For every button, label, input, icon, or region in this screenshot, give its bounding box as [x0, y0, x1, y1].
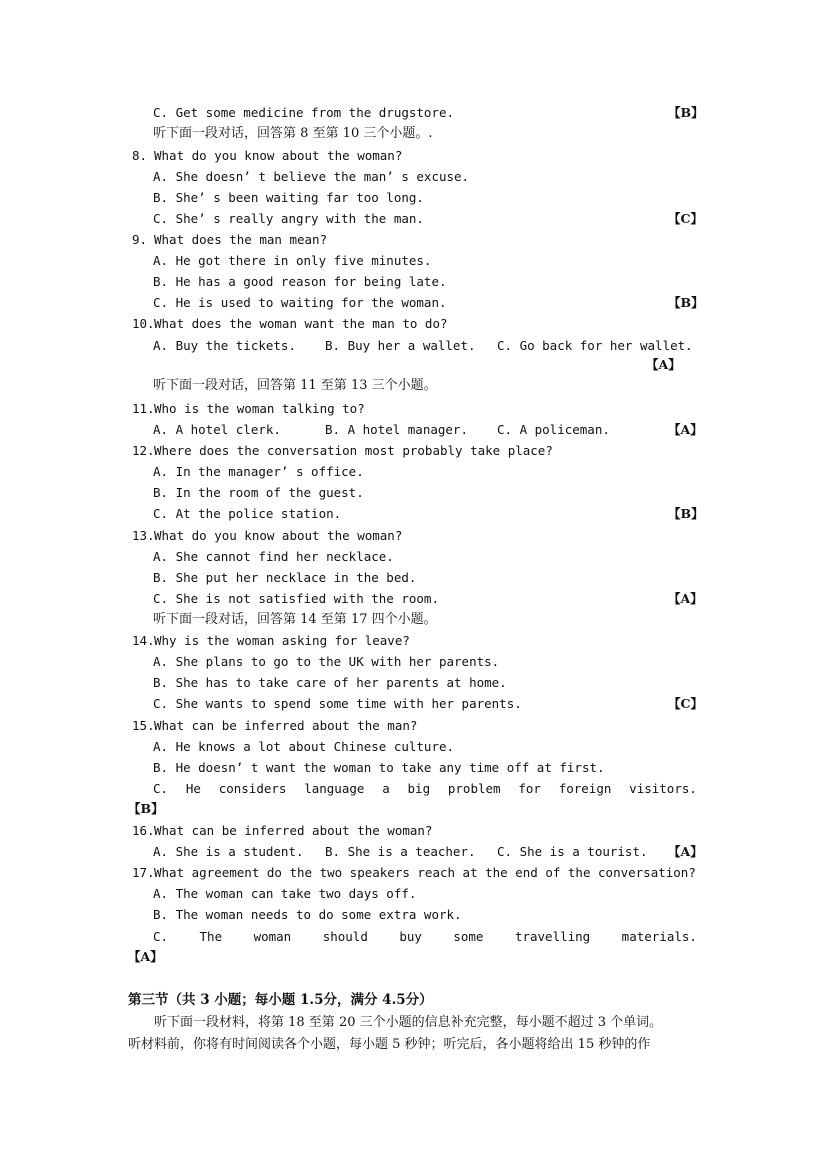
document-line — [0, 187, 827, 208]
document-line — [0, 292, 827, 313]
option-word: foreign — [558, 781, 612, 796]
question-text: What does the man mean? — [154, 232, 328, 247]
answer-key: 【B】 — [668, 105, 704, 120]
option-text: B. The woman needs to do some extra work. — [153, 907, 462, 922]
document-line — [0, 862, 827, 883]
document-line — [0, 375, 827, 396]
document-line — [0, 588, 827, 609]
document-line — [0, 672, 827, 693]
document-line — [0, 102, 827, 123]
option-c: C. She is a tourist. — [497, 844, 648, 859]
document-line — [0, 229, 827, 250]
option-text: B. She’ s been waiting far too long. — [153, 190, 424, 205]
option-text: B. He has a good reason for being late. — [153, 274, 447, 289]
option-text: B. He doesn’ t want the woman to take any time off at first. — [153, 760, 605, 775]
option-word: a — [382, 781, 390, 796]
option-word: He — [185, 781, 201, 796]
instruction-text: 听下面一段对话，回答第 8 至第 10 三个小题。. — [153, 126, 433, 141]
option-text: A. She doesn’ t believe the man’ s excuse. — [153, 169, 470, 184]
option-text: C. At the police station. — [153, 506, 342, 521]
question-number: 13. — [132, 528, 155, 543]
document-line — [0, 398, 827, 419]
document-line — [0, 461, 827, 482]
section-paragraph-line-1: 听下面一段材料，将第 18 至第 20 三个小题的信息补充完整，每小题不超过 3 个单词。 — [154, 1015, 663, 1030]
document-line — [0, 123, 827, 144]
question-number: 16. — [132, 823, 155, 838]
document-line — [0, 693, 827, 714]
option-text: B. In the room of the guest. — [153, 485, 364, 500]
question-number: 14. — [132, 633, 155, 648]
document-line — [0, 440, 827, 461]
document-line — [0, 250, 827, 271]
option-word: problem — [447, 781, 501, 796]
answer-key: 【A】 — [646, 357, 681, 372]
option-text: A. The woman can take two days off. — [153, 886, 417, 901]
option-text: B. She put her necklace in the bed. — [153, 570, 417, 585]
option-word: The — [199, 929, 223, 944]
option-word: big — [407, 781, 431, 796]
question-text: What agreement do the two speakers reach at the end of the conversation? — [154, 865, 696, 880]
option-word: materials. — [621, 929, 697, 944]
document-line — [0, 715, 827, 736]
option-c: C. Go back for her wallet. — [497, 338, 693, 353]
option-b: B. Buy her a wallet. — [325, 338, 476, 353]
document-line — [0, 946, 827, 967]
question-text: What can be inferred about the woman? — [154, 823, 433, 838]
document-line — [0, 271, 827, 292]
option-text: A. He got there in only five minutes. — [153, 253, 432, 268]
instruction-text: 听下面一段对话，回答第 11 至第 13 三个小题。 — [153, 378, 437, 393]
document-line — [0, 419, 827, 440]
option-a: A. A hotel clerk. — [153, 422, 281, 437]
document-line — [0, 630, 827, 651]
question-number: 17. — [132, 865, 155, 880]
document-line — [0, 567, 827, 588]
option-word: language — [304, 781, 365, 796]
document-line — [0, 651, 827, 672]
answer-key: 【B】 — [668, 295, 704, 310]
answer-key: 【B】 — [668, 506, 704, 521]
answer-key: 【A】 — [668, 422, 703, 437]
option-a: A. She is a student. — [153, 844, 304, 859]
question-text: Where does the conversation most probably take place? — [154, 443, 553, 458]
option-b: B. A hotel manager. — [325, 422, 468, 437]
question-text: What can be inferred about the man? — [154, 718, 418, 733]
document-line — [0, 736, 827, 757]
section-heading: 第三节（共 3 小题；每小题 1.5分，满分 4.5分） — [128, 992, 433, 1008]
question-text: Why is the woman asking for leave? — [154, 633, 410, 648]
document-line — [0, 335, 827, 356]
justified-option — [153, 778, 697, 799]
document-line — [0, 609, 827, 630]
answer-key: 【A】 — [668, 844, 703, 859]
option-b: B. She is a teacher. — [325, 844, 476, 859]
question-text: What do you know about the woman? — [154, 528, 403, 543]
option-text: A. He knows a lot about Chinese culture. — [153, 739, 455, 754]
section-paragraph-line-2: 听材料前，你将有时间阅读各个小题，每小题 5 秒钟；听完后，各小题将给出 15 秒钟的作 — [128, 1037, 651, 1052]
question-text: What does the woman want the man to do? — [154, 316, 448, 331]
document-line — [0, 546, 827, 567]
option-text: C. She’ s really angry with the man. — [153, 211, 424, 226]
document-line — [0, 820, 827, 841]
answer-key: 【A】 — [128, 949, 163, 964]
option-text: A. In the manager’ s office. — [153, 464, 364, 479]
document-line — [0, 482, 827, 503]
document-line — [0, 757, 827, 778]
document-line — [0, 798, 827, 819]
option-text: C. She is not satisfied with the room. — [153, 591, 439, 606]
option-word: C. — [153, 781, 169, 796]
document-line — [0, 503, 827, 524]
document-line — [0, 313, 827, 334]
document-line — [0, 208, 827, 229]
document-line — [0, 778, 827, 799]
option-word: for — [518, 781, 541, 796]
question-number: 12. — [132, 443, 155, 458]
question-number: 8. — [132, 148, 148, 163]
option-text: C. She wants to spend some time with her parents. — [153, 696, 522, 711]
answer-key: 【C】 — [668, 696, 703, 711]
option-word: considers — [218, 781, 287, 796]
option-word: should — [322, 929, 368, 944]
option-c: C. A policeman. — [497, 422, 610, 437]
option-word: visitors. — [629, 781, 697, 796]
document-line — [0, 525, 827, 546]
document-line — [0, 354, 827, 375]
answer-key: 【C】 — [668, 211, 703, 226]
option-word: buy — [399, 929, 422, 944]
option-text: B. She has to take care of her parents at home. — [153, 675, 507, 690]
option-word: travelling — [514, 929, 591, 944]
option-text: A. She plans to go to the UK with her parents. — [153, 654, 500, 669]
document-line — [0, 166, 827, 187]
question-number: 10. — [132, 316, 155, 331]
option-word: C. — [153, 929, 169, 944]
option-text: C. Get some medicine from the drugstore. — [153, 105, 455, 120]
document-line — [0, 904, 827, 925]
question-number: 11. — [132, 401, 155, 416]
instruction-text: 听下面一段对话，回答第 14 至第 17 四个小题。 — [153, 612, 437, 627]
document-line — [0, 926, 827, 947]
answer-key: 【B】 — [128, 801, 164, 816]
justified-option — [153, 926, 697, 947]
option-a: A. Buy the tickets. — [153, 338, 296, 353]
document-line — [0, 883, 827, 904]
document-line — [0, 841, 827, 862]
document-line — [0, 145, 827, 166]
question-text: Who is the woman talking to? — [154, 401, 365, 416]
question-number: 15. — [132, 718, 155, 733]
option-word: some — [453, 929, 484, 944]
question-text: What do you know about the woman? — [154, 148, 403, 163]
question-number: 9. — [132, 232, 148, 247]
option-text: C. He is used to waiting for the woman. — [153, 295, 447, 310]
option-text: A. She cannot find her necklace. — [153, 549, 394, 564]
option-word: woman — [253, 929, 292, 944]
answer-key: 【A】 — [668, 591, 703, 606]
